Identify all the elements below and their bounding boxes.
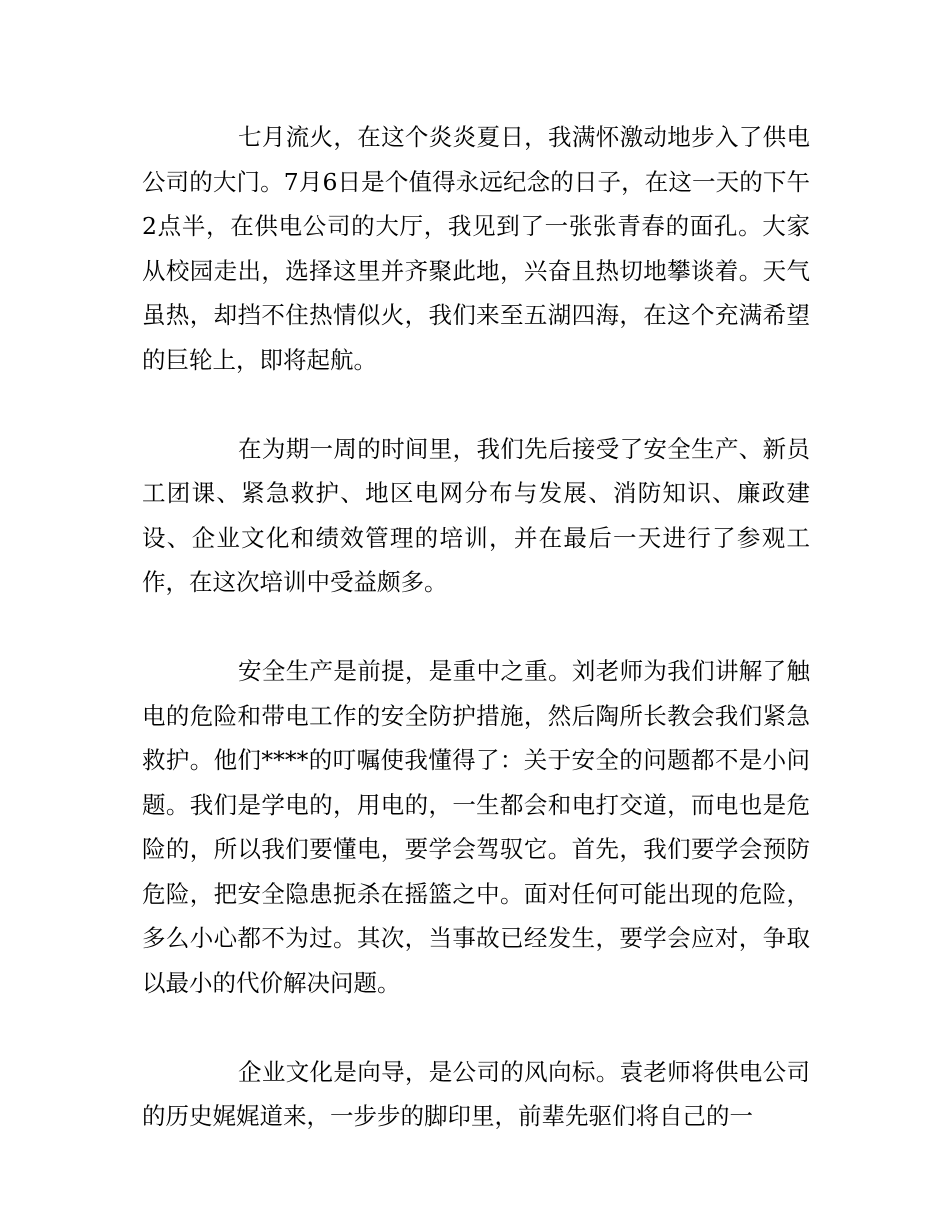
paragraph-2: 在为期一周的时间里，我们先后接受了安全生产、新员工团课、紧急救护、地区电网分布与发展、消防知识、廉政建设、企业文化和绩效管理的培训，并在最后一天进行了参观工作，在这次培训中受益颇多。 (142, 434, 810, 596)
paragraph-4: 企业文化是向导，是公司的风向标。袁老师将供电公司的历史娓娓道来，一步步的脚印里，前辈先驱们将自己的一 (142, 1057, 810, 1130)
document-body (142, 115, 810, 1139)
paragraph-1: 七月流火，在这个炎炎夏日，我满怀激动地步入了供电公司的大门。7月6日是个值得永远纪念的日子，在这一天的下午2点半，在供电公司的大厅，我见到了一张张青春的面孔。大家从校园走出，选择这里并齐聚此地，兴奋且热切地攀谈着。天气虽热，却挡不住热情似火，我们来至五湖四海，在这个充满希望的巨轮上，即将起航。 (142, 123, 810, 374)
paragraph-3: 安全生产是前提，是重中之重。刘老师为我们讲解了触电的危险和带电工作的安全防护措施，然后陶所长教会我们紧急救护。他们****的叮嘱使我懂得了：关于安全的问题都不是小问题。我们是学电的，用电的，一生都会和电打交道，而电也是危险的，所以我们要懂电，要学会驾驭它。首先，我们要学会预防危险，把安全隐患扼杀在摇篮之中。面对任何可能出现的危险，多么小心都不为过。其次，当事故已经发生，要学会应对，争取以最小的代价解决问题。 (142, 657, 810, 997)
